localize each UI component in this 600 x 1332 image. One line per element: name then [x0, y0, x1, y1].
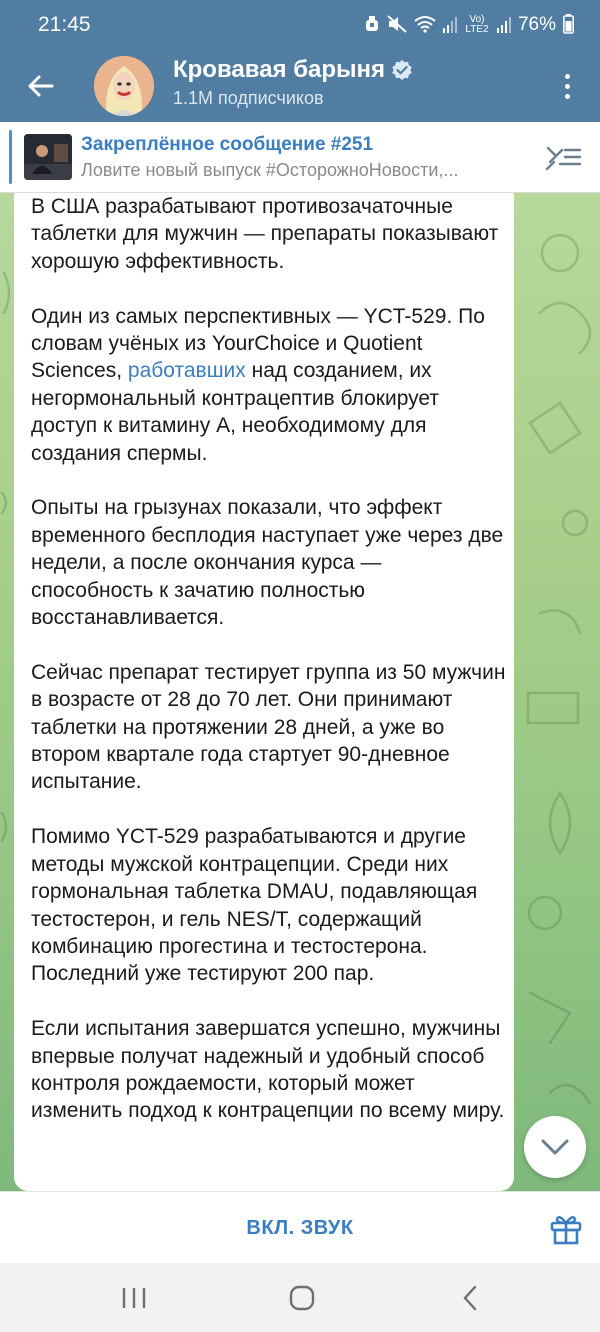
recent-apps-icon: [121, 1286, 147, 1310]
channel-title-row[interactable]: [173, 56, 413, 84]
battery-percent: 76%: [517, 14, 556, 35]
pinned-thumbnail: [24, 134, 72, 180]
home-icon: [289, 1285, 315, 1311]
paragraph-text: над созданием, их негормональный контрацептив блокирует доступ к витамину A, необходимому для создания спермы.: [31, 359, 440, 465]
chevron-left-icon: [462, 1285, 478, 1311]
scroll-down-button[interactable]: [524, 1116, 586, 1178]
status-bar: [0, 0, 600, 50]
message-text: [31, 193, 509, 1152]
signal-2-icon: [497, 15, 511, 36]
pinned-indicator: [9, 130, 12, 184]
message-paragraph: В США разрабатывают противозачаточные таблетки для мужчин — препараты показывают хорошую эффективность.: [31, 195, 499, 273]
more-menu-button[interactable]: [552, 64, 582, 108]
subscriber-count: 1.1M подписчиков: [173, 88, 324, 108]
recent-apps-button[interactable]: [104, 1275, 164, 1321]
signal-1-icon: [443, 15, 457, 36]
home-button[interactable]: [272, 1275, 332, 1321]
message-link[interactable]: работавших: [127, 359, 246, 383]
message-paragraph: [31, 303, 509, 467]
status-time: 21:45: [38, 13, 91, 36]
paragraph-text: Один из самых перспективных — YCT-529. По словам учёных из YourChoice и Quotient Sciences,: [31, 304, 485, 383]
system-nav-bar: [0, 1263, 600, 1332]
bottom-action-bar: [0, 1191, 600, 1264]
message-paragraph: Если испытания завершатся успешно, мужчины впервые получат надежный и удобный способ контроля рождаемости, который может изменить подход к контрацепции по всему миру.: [31, 1017, 505, 1123]
pinned-title: Закреплённое сообщение #251: [81, 134, 374, 155]
channel-avatar[interactable]: [94, 56, 154, 116]
chevron-down-icon: [540, 1138, 570, 1156]
unmute-button[interactable]: ВКЛ. ЗВУК: [0, 1192, 600, 1264]
channel-name: Кровавая барыня: [173, 56, 386, 83]
message-paragraph: Опыты на грызунах показали, что эффект временного бесплодия наступает уже через две недели, а после окончания курса — способность к зачатию полностью восстанавливается.: [31, 496, 504, 630]
alarm-icon: [364, 15, 380, 36]
unpin-list-icon[interactable]: [544, 142, 582, 172]
pinned-preview: Ловите новый выпуск #ОсторожноНовости,...: [81, 160, 459, 180]
status-icons: [364, 14, 574, 37]
back-button[interactable]: [16, 62, 64, 110]
chat-header: [0, 50, 600, 122]
battery-icon: [563, 14, 574, 37]
pinned-message-bar[interactable]: [0, 122, 600, 193]
verified-badge-icon: [391, 59, 413, 81]
system-back-button[interactable]: [440, 1275, 500, 1321]
gift-icon[interactable]: [549, 1212, 583, 1246]
mute-icon: [387, 15, 407, 36]
message-paragraph: Сейчас препарат тестирует группа из 50 мужчин в возрасте от 28 до 70 лет. Они принимают таблетки на протяжении 28 дней, а уже во втором квартале года стартует 90-дневное испытание.: [31, 660, 506, 794]
more-vertical-icon: [565, 74, 570, 79]
wifi-icon: [414, 15, 436, 36]
lte-label: Vo) LTE2: [465, 14, 489, 35]
message-paragraph: Помимо YCT-529 разрабатываются и другие методы мужской контрацепции. Среди них гормональная таблетка DMAU, подавляющая тестостерон, и гель NES/T, содержащий комбинацию прогестина и тестостерона. Последний уже тестируют 200 пар.: [31, 825, 478, 986]
arrow-left-icon: [26, 74, 54, 98]
